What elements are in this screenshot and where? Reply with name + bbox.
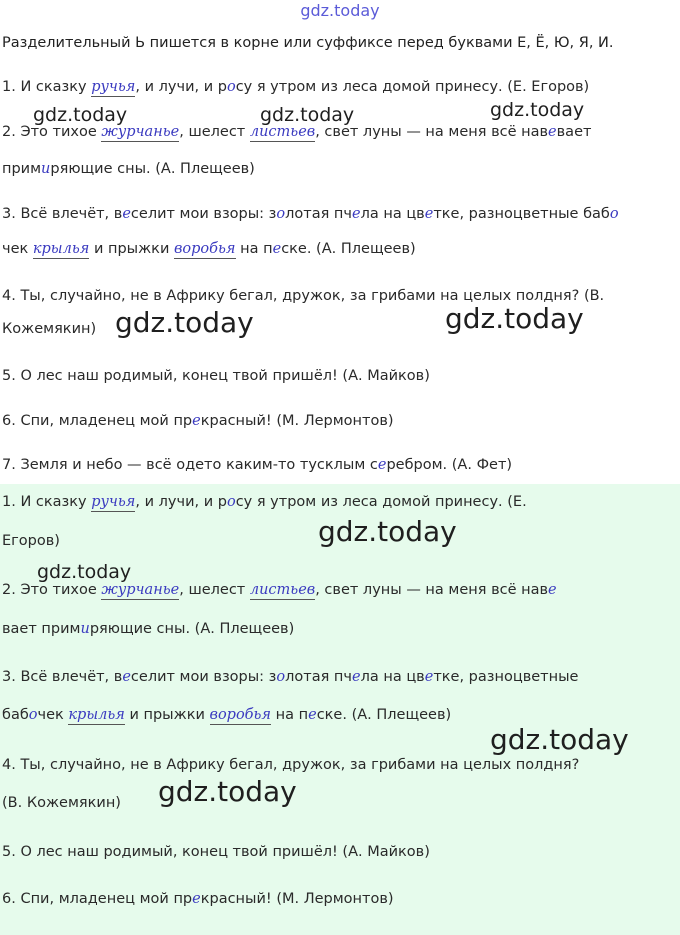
handwritten-word: воробья [209,707,272,723]
text-line [2,669,578,685]
watermark: gdz.today [445,302,584,335]
text-line [2,621,294,637]
handwritten-letter: е [192,413,201,429]
handwritten-letter: е [351,206,361,222]
text-segment: тке, разноцветные баб [433,206,610,222]
text-line [2,707,451,723]
text-segment: Кожемякин) [2,321,97,337]
text-segment: селит мои взоры: з [130,669,277,685]
handwritten-word: ручья [91,79,136,95]
text-segment: 6. Спи, младенец мой пр [2,413,193,429]
text-segment: , свет луны — на меня всё нав [315,582,549,598]
handwritten-letter: о [226,494,236,510]
watermark: gdz.today [158,775,297,808]
handwritten-letter: о [226,79,236,95]
text-segment: 3. Всё влечёт, в [2,206,123,222]
text-segment: 2. Это тихое [2,124,102,140]
handwritten-letter: е [122,669,131,685]
text-line [2,891,394,907]
handwritten-word: листьев [249,582,316,598]
text-line [2,494,527,510]
text-segment: (В. Кожемякин) [2,795,121,811]
handwritten-letter: е [548,582,557,598]
watermark: gdz.today [490,723,629,756]
handwritten-word: крылья [32,241,90,257]
site-logo: gdz.today [300,1,380,20]
handwritten-letter: е [122,206,131,222]
rule-heading: Разделительный Ь пишется в корне или суффиксе перед буквами Е, Ё, Ю, Я, И. [2,35,614,51]
text-segment: ла на цв [360,669,425,685]
text-line [2,795,121,811]
handwritten-letter: и [80,621,90,637]
text-line [2,241,416,257]
watermark: gdz.today [37,561,132,583]
handwritten-letter: о [276,669,286,685]
watermark: gdz.today [260,104,355,126]
text-line [2,844,430,860]
text-segment: на п [271,707,309,723]
text-segment: красный! (М. Лермонтов) [200,413,394,429]
text-segment: красный! (М. Лермонтов) [200,891,394,907]
handwritten-letter: е [308,707,317,723]
text-line [2,321,96,337]
text-segment: 4. Ты, случайно, не в Африку бегал, дружок, за грибами на целых полдня? (В. [2,288,605,304]
text-segment: лотая пч [285,206,352,222]
text-line [2,368,430,384]
text-segment: прим [2,161,42,177]
handwritten-word: листьев [249,124,316,140]
text-line [2,161,255,177]
text-segment: баб [2,707,29,723]
text-segment: 5. О лес наш родимый, конец твой пришёл! (А. Майков) [2,368,430,384]
handwritten-letter: е [377,457,387,473]
text-line [2,79,589,95]
text-segment: лотая пч [285,669,352,685]
watermark: gdz.today [115,306,254,339]
handwritten-letter: е [548,124,557,140]
text-segment: и прыжки [124,707,210,723]
handwritten-letter: е [351,669,361,685]
text-segment: селит мои взоры: з [130,206,277,222]
handwritten-letter: е [192,891,201,907]
text-segment: ске. (А. Плещеев) [281,241,416,257]
text-segment: 4. Ты, случайно, не в Африку бегал, дружок, за грибами на целых полдня? [2,757,580,773]
text-segment: , и лучи, и р [135,79,227,95]
text-segment: ребром. (А. Фет) [386,457,513,473]
handwritten-letter: и [41,161,51,177]
text-segment: , и лучи, и р [135,494,227,510]
text-segment: 1. И сказку [2,79,92,95]
handwritten-letter: е [424,206,434,222]
text-segment: вает [556,124,592,140]
text-segment: ряющие сны. (А. Плещеев) [89,621,295,637]
text-segment: чек [2,241,33,257]
text-segment: на п [235,241,273,257]
text-line [2,757,579,773]
watermark: gdz.today [490,99,585,121]
watermark: gdz.today [318,515,457,548]
text-segment: вает прим [2,621,81,637]
handwritten-letter: о [609,206,619,222]
text-segment: , свет луны — на меня всё нав [315,124,549,140]
handwritten-letter: о [276,206,286,222]
handwritten-letter: е [272,241,282,257]
text-segment: ряющие сны. (А. Плещеев) [50,161,255,177]
text-line [2,124,591,140]
handwritten-word: ручья [91,494,136,510]
text-segment: су я утром из леса домой принесу. (Е. [235,494,527,510]
handwritten-word: крылья [68,707,125,723]
text-segment: 7. Земля и небо — всё одето каким-то тусклым с [2,457,378,473]
text-segment: су я утром из леса домой принесу. (Е. Егоров) [235,79,590,95]
text-line [2,413,394,429]
text-segment: тке, разноцветные [433,669,579,685]
handwritten-letter: е [424,669,434,685]
text-line [2,457,512,473]
watermark: gdz.today [33,104,128,126]
text-segment: ла на цв [360,206,425,222]
text-segment: 3. Всё влечёт, в [2,669,123,685]
handwritten-letter: о [28,707,38,723]
text-segment: 6. Спи, младенец мой пр [2,891,193,907]
text-line [2,533,60,549]
text-segment: Егоров) [2,533,60,549]
text-segment: чек [37,707,69,723]
text-segment: , шелест [179,582,250,598]
handwritten-word: журчанье [101,124,180,140]
text-line [2,582,557,598]
text-segment: 2. Это тихое [2,582,102,598]
text-segment: и прыжки [89,241,174,257]
text-line [2,206,619,222]
text-segment: 1. И сказку [2,494,92,510]
text-segment: 5. О лес наш родимый, конец твой пришёл! (А. Майков) [2,844,430,860]
handwritten-word: журчанье [101,582,180,598]
text-segment: ске. (А. Плещеев) [316,707,452,723]
text-segment: , шелест [179,124,250,140]
handwritten-word: воробья [173,241,236,257]
